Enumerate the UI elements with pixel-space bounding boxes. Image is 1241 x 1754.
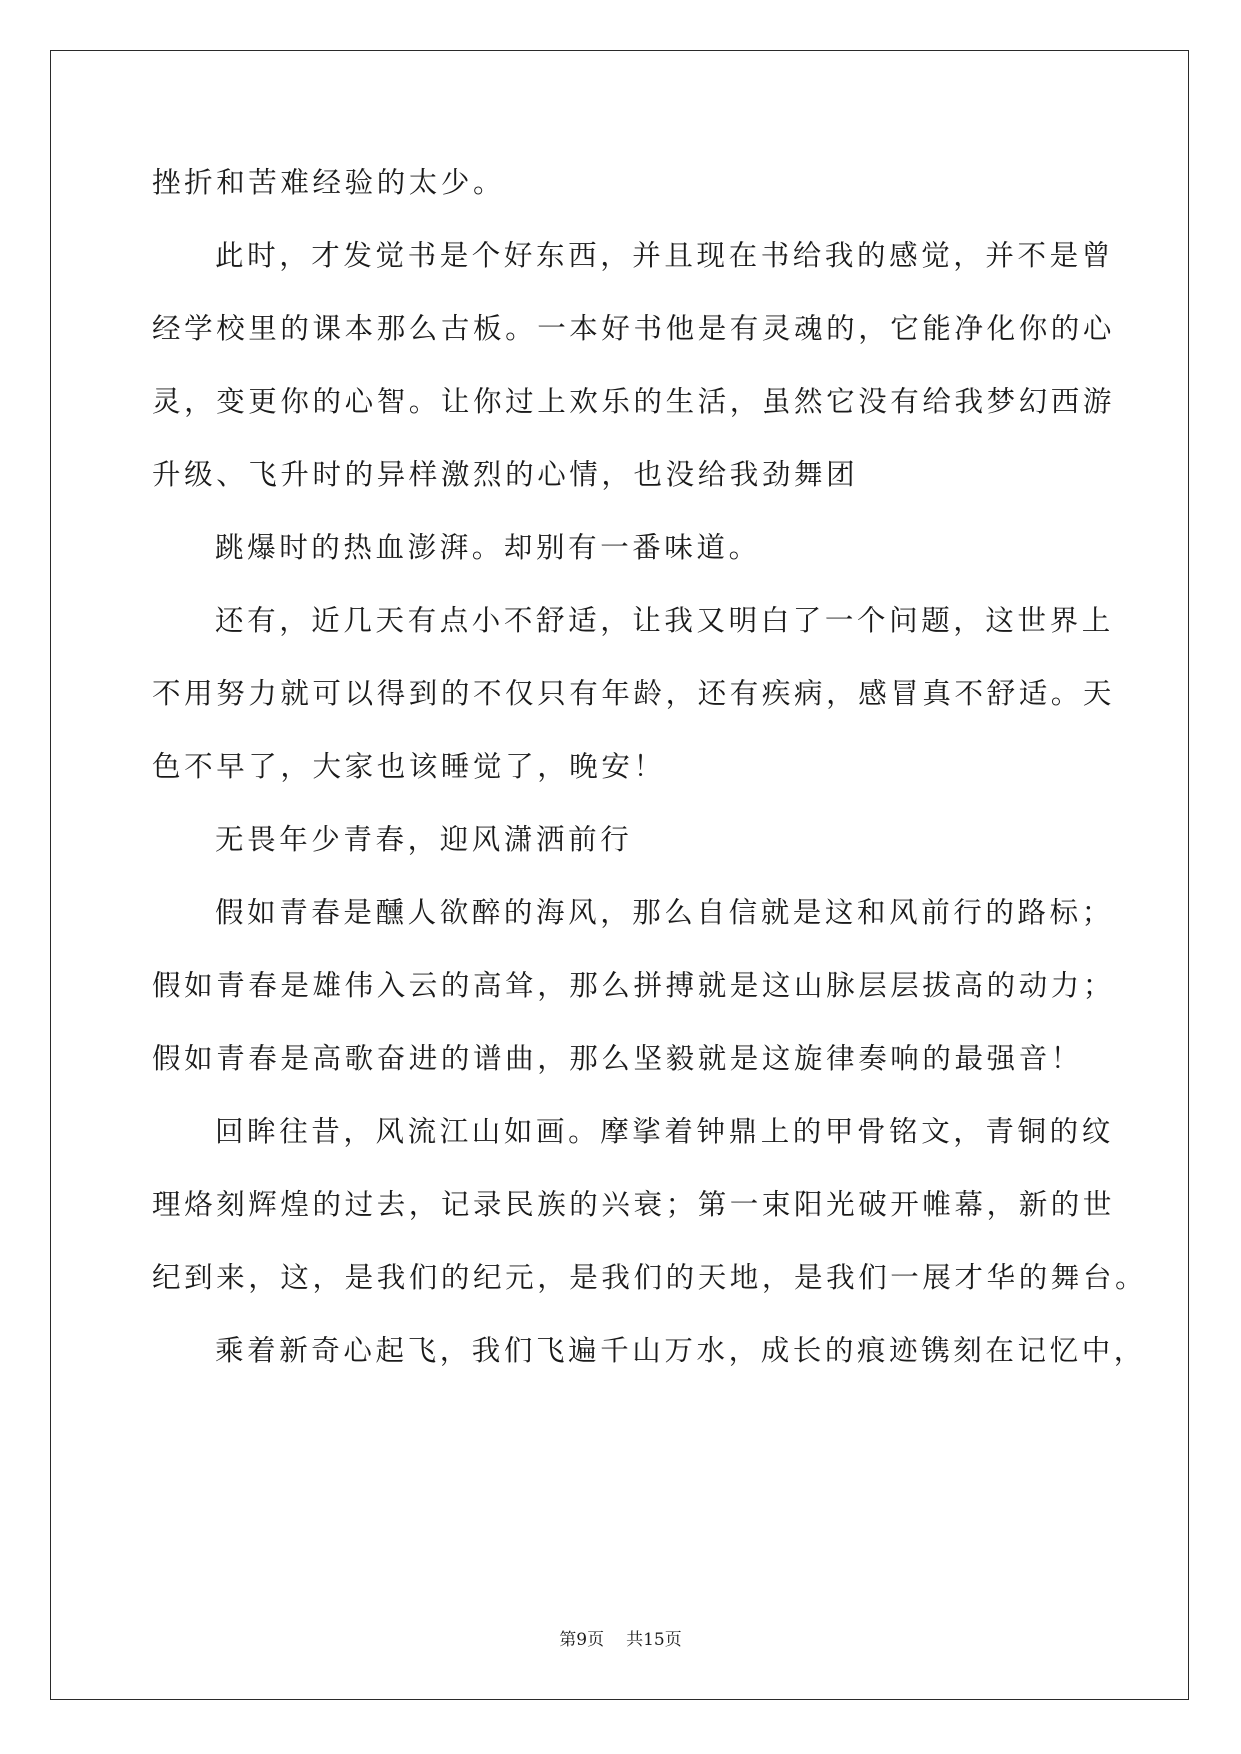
paragraph-first-line: 假如青春是醺人欲醉的海风，那么自信就是这和风前行的路标；	[215, 896, 1114, 929]
text-line: 假如青春是高歌奋进的谱曲，那么坚毅就是这旋律奏响的最强音！	[152, 1042, 1083, 1075]
text-line: 理烙刻辉煌的过去，记录民族的兴衰；第一束阳光破开帷幕，新的世	[152, 1188, 1116, 1221]
text-line: 假如青春是雄伟入云的高耸，那么拼搏就是这山脉层层拔高的动力；	[152, 969, 1116, 1002]
paragraph-first-line: 跳爆时的热血澎湃。却别有一番味道。	[215, 531, 761, 564]
text-line: 灵，变更你的心智。让你过上欢乐的生活，虽然它没有给我梦幻西游	[152, 385, 1116, 418]
text-line: 升级、飞升时的异样激烈的心情，也没给我劲舞团	[152, 458, 859, 491]
paragraph-first-line: 回眸往昔，风流江山如画。摩挲着钟鼎上的甲骨铭文，青铜的纹	[215, 1115, 1114, 1148]
text-line: 色不早了，大家也该睡觉了，晚安！	[152, 750, 666, 783]
text-line: 经学校里的课本那么古板。一本好书他是有灵魂的，它能净化你的心	[152, 312, 1116, 345]
section-heading: 无畏年少青春，迎风潇洒前行	[215, 823, 633, 856]
page-number-total: 共15页	[626, 1630, 682, 1650]
text-line: 挫折和苦难经验的太少。	[152, 166, 506, 199]
page-footer	[0, 1629, 1241, 1651]
paragraph-first-line: 乘着新奇心起飞，我们飞遍千山万水，成长的痕迹镌刻在记忆中，	[215, 1334, 1146, 1367]
paragraph-first-line: 还有，近几天有点小不舒适，让我又明白了一个问题，这世界上	[215, 604, 1114, 637]
page-number-current: 第9页	[559, 1630, 605, 1650]
text-line: 不用努力就可以得到的不仅只有年龄，还有疾病，感冒真不舒适。天	[152, 677, 1116, 710]
text-line: 纪到来，这，是我们的纪元，是我们的天地，是我们一展才华的舞台。	[152, 1261, 1148, 1294]
paragraph-first-line: 此时，才发觉书是个好东西，并且现在书给我的感觉，并不是曾	[215, 239, 1114, 272]
page-border	[50, 50, 1189, 1700]
